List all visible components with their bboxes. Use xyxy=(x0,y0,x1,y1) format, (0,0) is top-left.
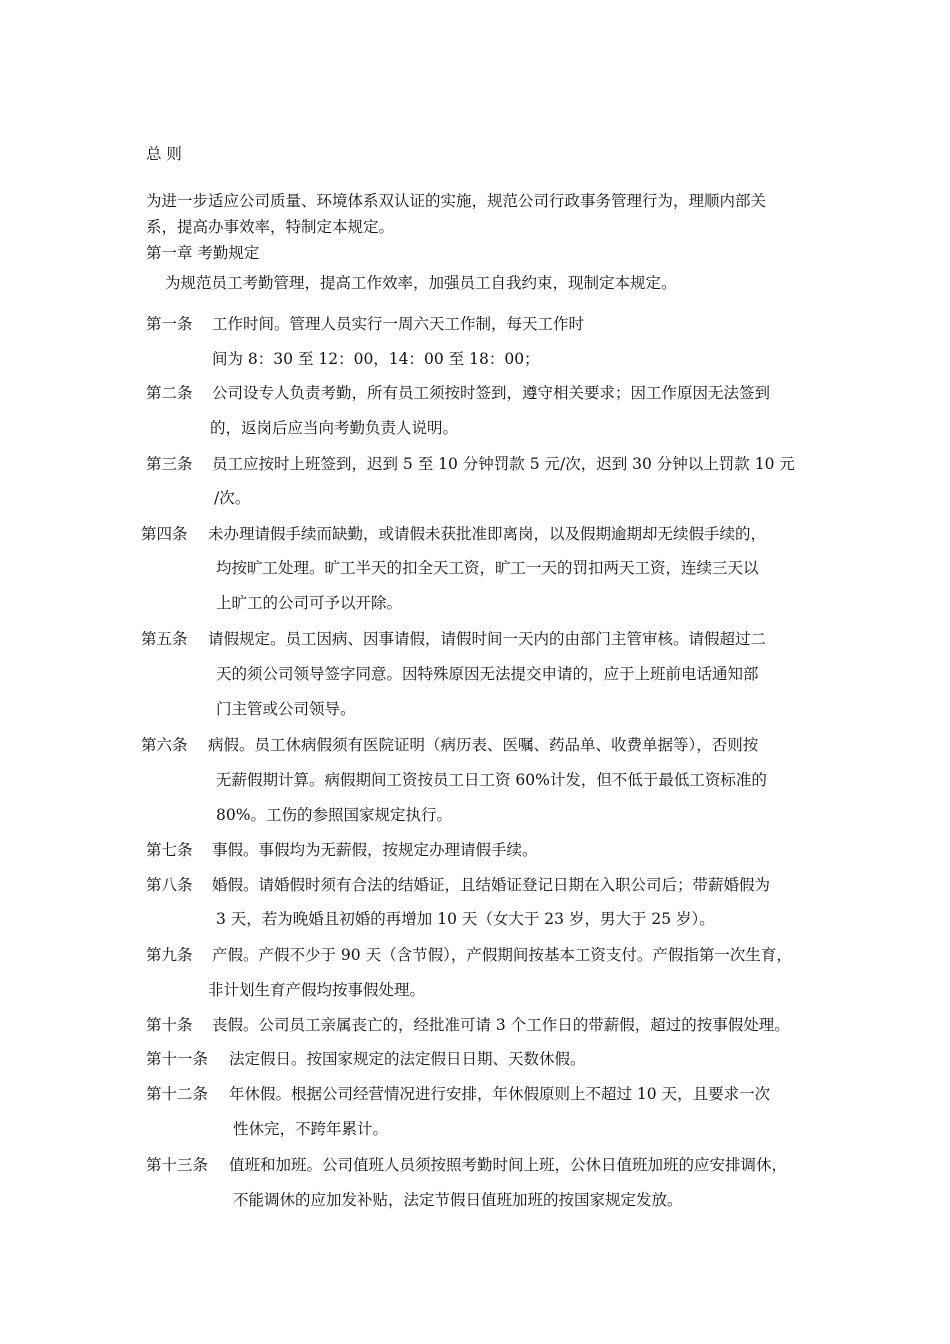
article-text-line: 值班和加班。公司值班人员须按照考勤时间上班，公休日值班加班的应安排调休， xyxy=(229,1156,788,1174)
article-label: 第十二条 xyxy=(146,1085,209,1103)
article-text-line: 天的须公司领导签字同意。因特殊原因无法提交申请的，应于上班前电话通知部 xyxy=(216,665,759,683)
article-label: 第十一条 xyxy=(146,1050,209,1068)
article-text-line: 公司设专人负责考勤，所有员工须按时签到，遵守相关要求；因工作原因无法签到 xyxy=(212,384,771,402)
article-text-line: 员工应按时上班签到，迟到 5 至 10 分钟罚款 5 元/次，迟到 30 分钟以上罚款 10 元 xyxy=(212,455,795,473)
article-label: 第三条 xyxy=(146,455,193,473)
article-text-line: 产假。产假不少于 90 天（含节假），产假期间按基本工资支付。产假指第一次生育， xyxy=(212,946,792,964)
article-text-line: 上旷工的公司可予以开除。 xyxy=(216,594,403,612)
article-text-line: 未办理请假手续而缺勤，或请假未获批准即离岗，以及假期逾期却无续假手续的， xyxy=(208,525,767,543)
article-label: 第五条 xyxy=(141,630,188,648)
article-text-line: /次。 xyxy=(214,489,251,507)
article-text-line: 请假规定。员工因病、因事请假，请假时间一天内的由部门主管审核。请假超过二 xyxy=(208,630,767,648)
article-text-line: 年休假。根据公司经营情况进行安排，年休假原则上不超过 10 天，且要求一次 xyxy=(229,1085,771,1103)
article-label: 第八条 xyxy=(146,876,193,894)
article-text-line: 病假。员工休病假须有医院证明（病历表、医嘱、药品单、收费单据等），否则按 xyxy=(208,736,759,754)
article-text-line: 工作时间。管理人员实行一周六天工作制，每天工作时 xyxy=(212,315,585,333)
article-label: 第十三条 xyxy=(146,1156,209,1174)
article-text-line: 丧假。公司员工亲属丧亡的，经批准可请 3 个工作日的带薪假，超过的按事假处理。 xyxy=(212,1016,790,1034)
article-text-line: 性休完，不跨年累计。 xyxy=(233,1120,389,1138)
article-text-line: 婚假。请婚假时须有合法的结婚证，且结婚证登记日期在入职公司后；带薪婚假为 xyxy=(212,876,771,894)
article-label: 第七条 xyxy=(146,841,193,859)
chapter-preface: 为规范员工考勤管理，提高工作效率，加强员工自我约束，现制定本规定。 xyxy=(165,274,677,292)
article-label: 第九条 xyxy=(146,946,193,964)
article-label: 第一条 xyxy=(146,315,193,333)
article-text-line: 事假。事假均为无薪假，按规定办理请假手续。 xyxy=(212,841,538,859)
article-text-line: 不能调休的应加发补贴，法定节假日值班加班的按国家规定发放。 xyxy=(233,1191,683,1209)
intro-line-2: 系，提高办事效率，特制定本规定。 xyxy=(146,218,395,236)
article-text-line: 80%。工伤的参照国家规定执行。 xyxy=(216,806,452,824)
intro-line-1: 为进一步适应公司质量、环境体系双认证的实施，规范公司行政事务管理行为，理顺内部关 xyxy=(146,192,767,210)
chapter-title: 第一章 考勤规定 xyxy=(146,244,260,262)
article-text-line: 法定假日。按国家规定的法定假日日期、天数休假。 xyxy=(229,1050,586,1068)
article-text-line: 门主管或公司领导。 xyxy=(216,700,356,718)
article-label: 第四条 xyxy=(141,525,188,543)
article-text-line: 非计划生育产假均按事假处理。 xyxy=(208,981,426,999)
article-text-line: 的，返岗后应当向考勤负责人说明。 xyxy=(210,419,459,437)
article-text-line: 无薪假期计算。病假期间工资按员工日工资 60%计发，但不低于最低工资标准的 xyxy=(216,771,767,789)
article-label: 第二条 xyxy=(146,384,193,402)
section-title: 总 则 xyxy=(146,145,182,163)
article-text-line: 均按旷工处理。旷工半天的扣全天工资，旷工一天的罚扣两天工资，连续三天以 xyxy=(216,559,759,577)
article-label: 第六条 xyxy=(141,736,188,754)
article-text-line: 间为 8：30 至 12：00，14：00 至 18：00； xyxy=(212,350,540,368)
article-text-line: 3 天，若为晚婚且初婚的再增加 10 天（女大于 23 岁，男大于 25 岁）。 xyxy=(216,910,715,928)
article-label: 第十条 xyxy=(146,1016,193,1034)
